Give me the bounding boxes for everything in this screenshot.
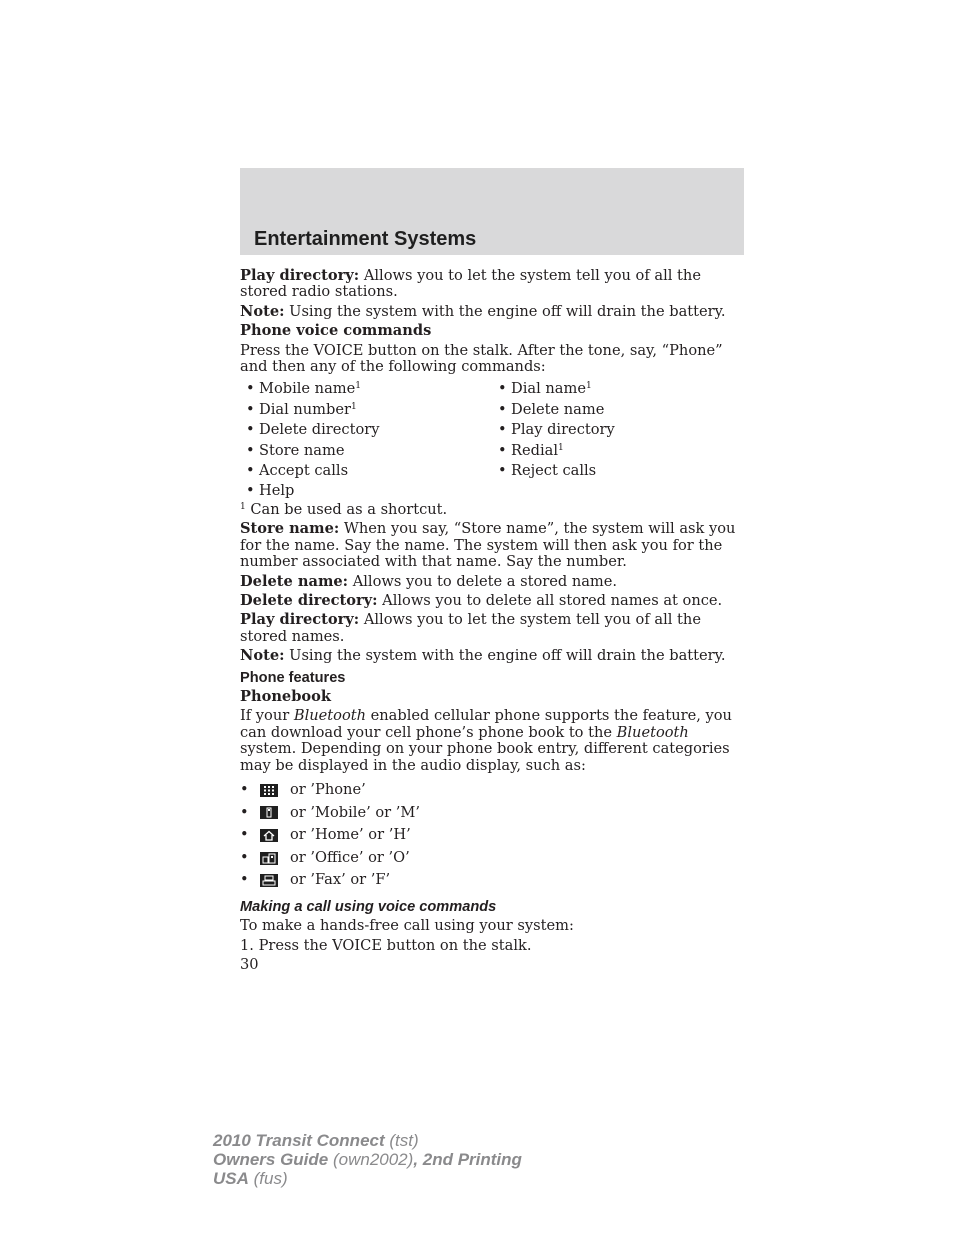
- command-item: • Delete name: [498, 400, 605, 418]
- note-text: Using the system with the engine off will drain the battery.: [284, 302, 726, 320]
- definition-store-name: Store name: When you say, “Store name”, the system will ask you for the name. Say the name. The system will then ask you for the number associated with that name. Say the number.: [240, 520, 736, 571]
- page-content: [240, 268, 744, 977]
- category-item: • or ’Phone’: [240, 781, 366, 799]
- section-header-band: [240, 168, 744, 255]
- definition-note: Note: Using the system with the engine off will drain the battery.: [240, 647, 726, 665]
- phonebook-paragraph: If your Bluetooth enabled cellular phone supports the feature, you can download your cell phone’s phone book to the Bluetooth system. Depending on your phone book entry, different categories may be displayed in the audio display, such as:: [240, 707, 732, 774]
- play-directory-paragraph: [240, 268, 744, 301]
- home-icon: [260, 829, 278, 842]
- command-item: • Mobile name$^1$: [246, 380, 361, 398]
- command-item: • Dial number$^1$: [246, 400, 357, 418]
- command-item: • Accept calls: [246, 462, 349, 480]
- making-call-heading: Making a call using voice commands: [240, 898, 497, 915]
- category-item: • or ’Home’ or ’H’: [240, 826, 411, 844]
- category-item: • or ’Fax’ or ’F’: [240, 871, 391, 889]
- phone-grid-icon: [260, 784, 278, 797]
- command-item: • Dial name$^1$: [498, 380, 592, 398]
- play-directory-label: Play directory:: [240, 267, 360, 284]
- mobile-icon: [260, 806, 278, 819]
- phone-voice-instruction: Press the VOICE button on the stalk. After the tone, say, “Phone” and then any of the following commands:: [240, 341, 723, 376]
- phonebook-heading: Phonebook: [240, 687, 331, 705]
- footer-line-1: 2010 Transit Connect (tst): [213, 1131, 419, 1150]
- command-item: • Redial$^1$: [498, 441, 564, 459]
- page-number: 30: [240, 956, 259, 974]
- making-call-step-1: 1. Press the VOICE button on the stalk.: [240, 936, 532, 954]
- definition-delete-name: Delete name: Allows you to delete a stored name.: [240, 572, 618, 590]
- command-item: • Reject calls: [498, 462, 597, 480]
- definition-delete-directory: Delete directory: Allows you to delete all stored names at once.: [240, 591, 723, 609]
- command-list: [240, 381, 744, 499]
- command-item: • Play directory: [498, 421, 615, 439]
- note-label: Note:: [240, 302, 285, 320]
- command-item: • Store name: [246, 441, 345, 459]
- definition-play-directory: Play directory: Allows you to let the system tell you of all the stored names.: [240, 611, 701, 645]
- section-title: Entertainment Systems: [254, 228, 477, 250]
- making-call-intro: To make a hands-free call using your system:: [240, 917, 574, 935]
- note-paragraph: [240, 304, 744, 320]
- phonebook-category-list: [240, 779, 744, 892]
- footer-line-2: Owners Guide (own2002), 2nd Printing: [213, 1150, 522, 1169]
- footer-line-3: USA (fus): [213, 1169, 288, 1188]
- play-directory-text: Allows you to let the system tell you of all the stored radio stations.: [240, 267, 701, 301]
- command-item: • Delete directory: [246, 421, 380, 439]
- category-item: • or ’Mobile’ or ’M’: [240, 803, 420, 821]
- command-item: • Help: [246, 482, 295, 500]
- phone-voice-heading: Phone voice commands: [240, 322, 432, 340]
- footnote-mark: 1: [240, 501, 246, 512]
- document-footer: [213, 1131, 522, 1188]
- footnote-text: Can be used as a shortcut.: [245, 500, 448, 518]
- footnote: [240, 502, 744, 518]
- phone-features-heading: Phone features: [240, 669, 346, 686]
- category-item: • or ’Office’ or ’O’: [240, 848, 410, 866]
- fax-icon: [260, 874, 278, 887]
- office-icon: [260, 852, 278, 865]
